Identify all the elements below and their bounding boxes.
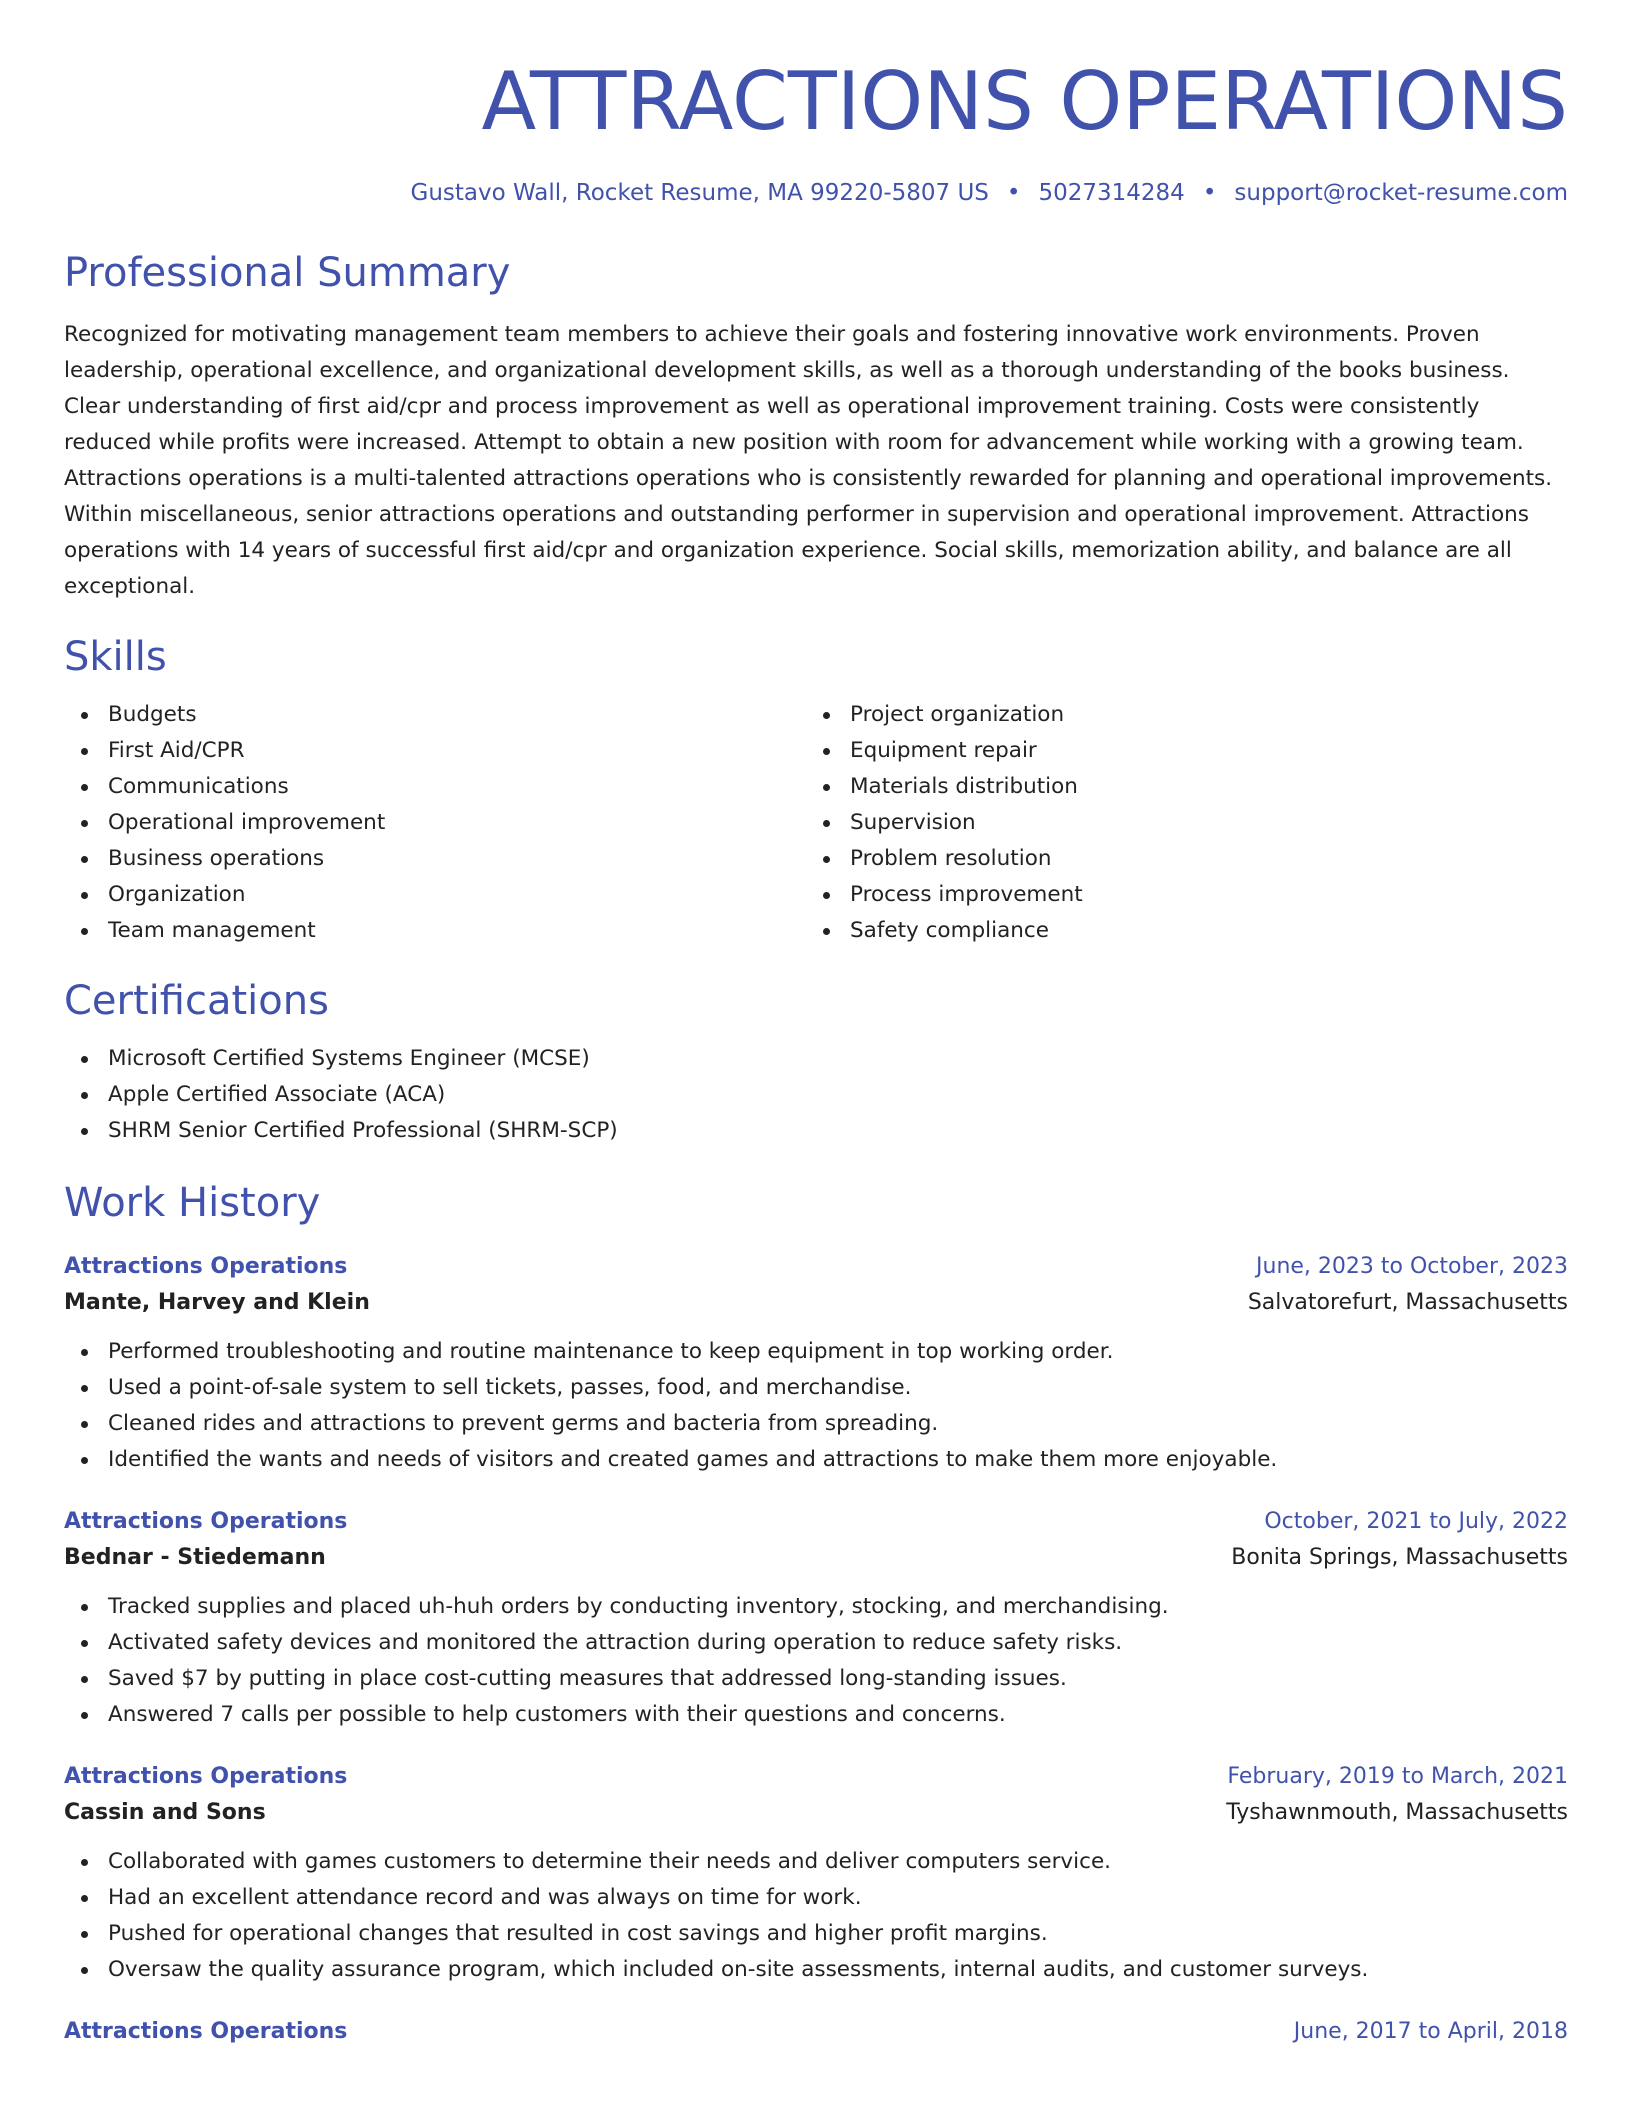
work-history-heading: Work History	[64, 1180, 321, 1226]
job-company: Mante, Harvey and Klein	[64, 1290, 370, 1315]
job-dates: June, 2017 to April, 2018	[1293, 2019, 1568, 2044]
job-bullet: Cleaned rides and attractions to prevent germs and bacteria from spreading.	[108, 1406, 1568, 1442]
job-entry	[64, 1759, 1568, 1988]
job-title: Attractions Operations	[64, 1764, 348, 1789]
job-title: Attractions Operations	[64, 1254, 348, 1279]
job-bullet: Had an excellent attendance record and was always on time for work.	[108, 1880, 1568, 1916]
job-bullet: Identified the wants and needs of visitors and created games and attractions to make them more enjoyable.	[108, 1442, 1568, 1478]
skill-item: Organization	[108, 877, 806, 913]
job-bullet: Performed troubleshooting and routine maintenance to keep equipment in top working order.	[108, 1334, 1568, 1370]
skill-item: Communications	[108, 769, 806, 805]
job-bullets	[64, 1589, 1568, 1733]
summary-text: Recognized for motivating management team members to achieve their goals and fostering innovative work environments. Proven leadership, operational excellence, and organizational development skills, as well as a thorough understanding of the books business. Clear understanding of first aid/cpr and process improvement as well as operational improvement training. Costs were consistently reduced while profits were increased. Attempt to obtain a new position with room for advancement while working with a growing team. Attractions operations is a multi-talented attractions operations who is consistently rewarded for planning and operational improvements. Within miscellaneous, senior attractions operations and outstanding performer in supervision and operational improvement. Attractions operations with 14 years of successful first aid/cpr and organization experience. Social skills, memorization ability, and balance are all exceptional.	[64, 322, 1553, 599]
contact-phone: 5027314284	[1038, 180, 1185, 206]
certification-item: Microsoft Certified Systems Engineer (MCSE)	[108, 1041, 1568, 1077]
job-company: Cassin and Sons	[64, 1800, 266, 1825]
skills-list	[64, 697, 1568, 949]
certification-item: SHRM Senior Certified Professional (SHRM-SCP)	[108, 1113, 1568, 1149]
job-bullet: Tracked supplies and placed uh-huh orders by conducting inventory, stocking, and merchandising.	[108, 1589, 1568, 1625]
skill-item: Budgets	[108, 697, 806, 733]
page-title: ATTRACTIONS OPERATIONS	[481, 55, 1568, 148]
skill-item: Equipment repair	[850, 733, 1548, 769]
job-bullets	[64, 1844, 1568, 1988]
job-dates: June, 2023 to October, 2023	[1256, 1254, 1568, 1279]
skill-item: Project organization	[850, 697, 1548, 733]
job-title: Attractions Operations	[64, 1509, 348, 1534]
job-company: Bednar - Stiedemann	[64, 1545, 326, 1570]
skills-heading: Skills	[64, 634, 167, 680]
skill-item: Safety compliance	[850, 913, 1548, 949]
skill-item: Business operations	[108, 841, 806, 877]
job-title: Attractions Operations	[64, 2019, 348, 2044]
job-entry	[64, 1504, 1568, 1733]
skills-column-left	[64, 697, 806, 949]
certifications-list	[64, 1041, 1568, 1149]
job-dates: February, 2019 to March, 2021	[1227, 1764, 1568, 1789]
contact-line	[64, 182, 1568, 205]
job-entry	[64, 1249, 1568, 1478]
skills-column-right	[806, 697, 1548, 949]
skill-item: Team management	[108, 913, 806, 949]
skill-item: Materials distribution	[850, 769, 1548, 805]
contact-separator: •	[1006, 180, 1021, 206]
job-location: Tyshawnmouth, Massachusetts	[1226, 1800, 1568, 1825]
job-bullet: Collaborated with games customers to determine their needs and deliver computers service.	[108, 1844, 1568, 1880]
certification-item: Apple Certified Associate (ACA)	[108, 1077, 1568, 1113]
job-bullets	[64, 1334, 1568, 1478]
skill-item: Operational improvement	[108, 805, 806, 841]
contact-email[interactable]: support@rocket-resume.com	[1234, 180, 1568, 206]
contact-address: Gustavo Wall, Rocket Resume, MA 99220-5807 US	[410, 180, 989, 206]
skill-item: Supervision	[850, 805, 1548, 841]
skill-item: Process improvement	[850, 877, 1548, 913]
job-bullet: Activated safety devices and monitored the attraction during operation to reduce safety risks.	[108, 1625, 1568, 1661]
job-location: Bonita Springs, Massachusetts	[1231, 1545, 1568, 1570]
job-bullet: Used a point-of-sale system to sell tickets, passes, food, and merchandise.	[108, 1370, 1568, 1406]
summary-heading: Professional Summary	[64, 250, 511, 296]
skill-item: Problem resolution	[850, 841, 1548, 877]
skill-item: First Aid/CPR	[108, 733, 806, 769]
contact-separator: •	[1202, 180, 1217, 206]
job-bullet: Answered 7 calls per possible to help customers with their questions and concerns.	[108, 1697, 1568, 1733]
job-bullet: Saved $7 by putting in place cost-cutting measures that addressed long-standing issues.	[108, 1661, 1568, 1697]
resume-page	[64, 0, 1568, 2050]
job-dates: October, 2021 to July, 2022	[1264, 1509, 1568, 1534]
job-bullet: Pushed for operational changes that resulted in cost savings and higher profit margins.	[108, 1916, 1568, 1952]
certifications-heading: Certifications	[64, 978, 329, 1024]
job-bullet: Oversaw the quality assurance program, which included on-site assessments, internal audits, and customer surveys.	[108, 1952, 1568, 1988]
job-entry	[64, 2014, 1568, 2050]
job-location: Salvatorefurt, Massachusetts	[1247, 1290, 1568, 1315]
